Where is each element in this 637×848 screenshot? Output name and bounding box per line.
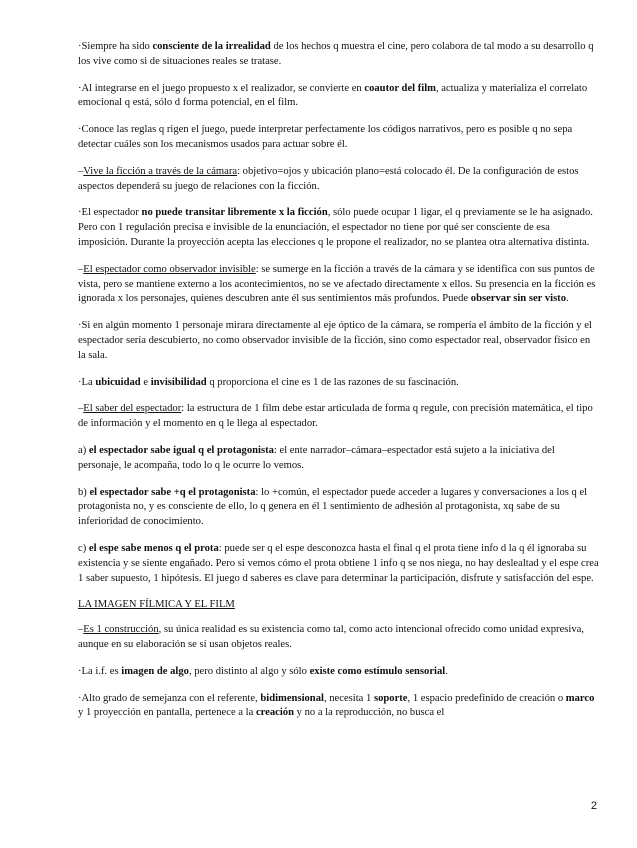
paragraph (78, 319, 599, 363)
underlined-text: Es 1 construcción (83, 624, 159, 636)
text-run: : puede ser q el espe desconozca hasta el final q el prota tiene info d la q él ignoraba su existencia y se siente engañado. Pero si vemos cómo el prota obtiene 1 info q se nos niega, no hay deslealtad y el espe crea 1 saber supuesto, 1 hipótesis. El juego d saberes es clave para determinar la participación, disfrute y satisfacción del espe. (78, 542, 599, 584)
paragraph (78, 263, 599, 307)
text-run: y 1 proyección en pantalla, pertenece a la (78, 707, 256, 719)
paragraph (78, 623, 599, 653)
bold-text: imagen de algo (121, 665, 189, 677)
text-run: b) (78, 486, 90, 498)
bold-text: bidimensional (260, 692, 324, 704)
text-run: , pero distinto al algo y sólo (188, 665, 310, 677)
text-run: ·Si en algún momento 1 personaje mirara directamente al eje óptico de la cámara, se rompería el ámbito de la ficción y el espectador sería descubierto, no como observador invisible de la ficción, sino como espectador real, observador físico en la sala. (78, 320, 592, 361)
bold-text: observar sin ser visto (470, 293, 567, 305)
paragraph-group-before (78, 40, 599, 586)
underlined-text: Vive la ficción a través de la cámara (83, 165, 238, 177)
bold-text: el espectador sabe +q el protagonista (89, 486, 256, 498)
bold-text: soporte (373, 692, 408, 704)
text-run: ·Siempre ha sido (78, 41, 153, 52)
paragraph (78, 82, 599, 112)
text-run: de los hechos q muestra el cine, pero colabora de tal modo a su desarrollo q los vive como si de situaciones reales se tratase. (78, 41, 594, 67)
text-run: : el ente narrador–cámara–espectador está sujeto a la iniciativa del personaje, le acompaña, todo lo q le ocurre lo vemos. (78, 444, 555, 471)
text-run: . (445, 665, 448, 677)
text-run: y no a la reproducción, no busca el (294, 707, 445, 719)
text-run: – (78, 403, 84, 415)
section-heading (78, 598, 599, 613)
paragraph (78, 206, 599, 250)
paragraph (78, 665, 599, 680)
paragraph (78, 165, 599, 195)
bold-text: coautor del film (364, 82, 436, 94)
text-run: ·La i.f. es (78, 665, 122, 677)
text-run: ·Al integrarse en el juego propuesto x el realizador, se convierte en (78, 82, 365, 94)
paragraph-group-after (78, 623, 599, 721)
underlined-text: El saber del espectador (83, 403, 182, 415)
text-run: : objetivo=ojos y ubicación plano=está colocado él. De la configuración de estos aspectos dependerá su juego de relaciones con la ficción. (78, 165, 579, 192)
text-run: q proporciona el cine es 1 de las razones de su fascinación. (206, 376, 459, 388)
bold-text: existe como estímulo sensorial (309, 665, 446, 677)
bold-text: invisibilidad (150, 376, 207, 388)
bold-text: el espe sabe menos q el prota (88, 542, 219, 554)
paragraph (78, 40, 599, 70)
page-number: 2 (590, 800, 597, 812)
text-run: , sólo puede ocupar 1 ligar, el q previamente se le ha asignado. Pero con 1 regulación precisa e invisible de la enunciación, el espectador no tiene por qué ser consciente de esa imposición. Durante la proyección acepta las elecciones q le propone el realizador, no se plantea otra alternativa distinta. (78, 207, 593, 248)
bold-text: ubicuidad (95, 376, 141, 388)
text-run: – (78, 165, 84, 177)
paragraph (78, 123, 599, 153)
bold-text: marco (565, 692, 595, 704)
text-run: , actualiza y materializa el correlato emocional q está, sólo d forma potencial, en el film. (78, 82, 588, 109)
text-run: – (78, 263, 84, 275)
text-run: a) (78, 444, 89, 456)
text-run: , necesita 1 (323, 692, 374, 704)
bold-text: el espectador sabe igual q el protagonista (88, 444, 274, 456)
text-run: , su única realidad es su existencia como tal, como acto intencional ofrecido como unidad expresiva, aunque en su elaboración se sí usan objetos reales. (78, 624, 584, 650)
text-run: ·El espectador (78, 207, 142, 219)
bold-text: creación (255, 707, 294, 719)
text-run: ·La (78, 376, 96, 388)
bold-text: no puede transitar libremente x la ficción (141, 207, 328, 219)
paragraph (78, 444, 599, 474)
text-run: – (78, 624, 84, 636)
bold-text: consciente de la irrealidad (152, 41, 271, 52)
text-run: : se sumerge en la ficción a través de la cámara y se identifica con sus puntos de vista, pero se mantiene externo a los acontecimientos, no se ve afectado directamente x ellos. Su presencia en la ficción es ignorada x los personajes, quienes descubren ante él sus sentimientos más profundos. Puede (78, 263, 596, 305)
text-run: . (566, 293, 569, 305)
text-run: c) (78, 542, 89, 554)
paragraph (78, 692, 599, 722)
section-heading-text: LA IMAGEN FÍLMICA Y EL FILM (78, 599, 235, 611)
paragraph (78, 486, 599, 530)
paragraph (78, 542, 599, 586)
text-run: e (140, 376, 151, 388)
underlined-text: El espectador como observador invisible (83, 263, 256, 275)
paragraph (78, 402, 599, 432)
text-run: : la estructura de 1 film debe estar articulada de forma q regule, con precisión matemática, el tipo de información y el momento en q le llega al espectador. (78, 403, 593, 430)
text-run: : lo +común, el espectador puede acceder a lugares y conversaciones a los q el protagonista no, y es consciente de ello, lo q genera en él 1 sentimiento de adhesión al protagonista, xq sabe de su inferioridad de conocimiento. (78, 486, 588, 528)
paragraph (78, 376, 599, 391)
text-run: ·Conoce las reglas q rigen el juego, puede interpretar perfectamente los códigos narrativos, pero es posible q no sepa detectar cuáles son los mecanismos usados para actuar sobre él. (78, 124, 573, 150)
text-run: , 1 espacio predefinido de creación o (407, 692, 566, 704)
text-run: ·Alto grado de semejanza con el referente, (78, 692, 261, 704)
